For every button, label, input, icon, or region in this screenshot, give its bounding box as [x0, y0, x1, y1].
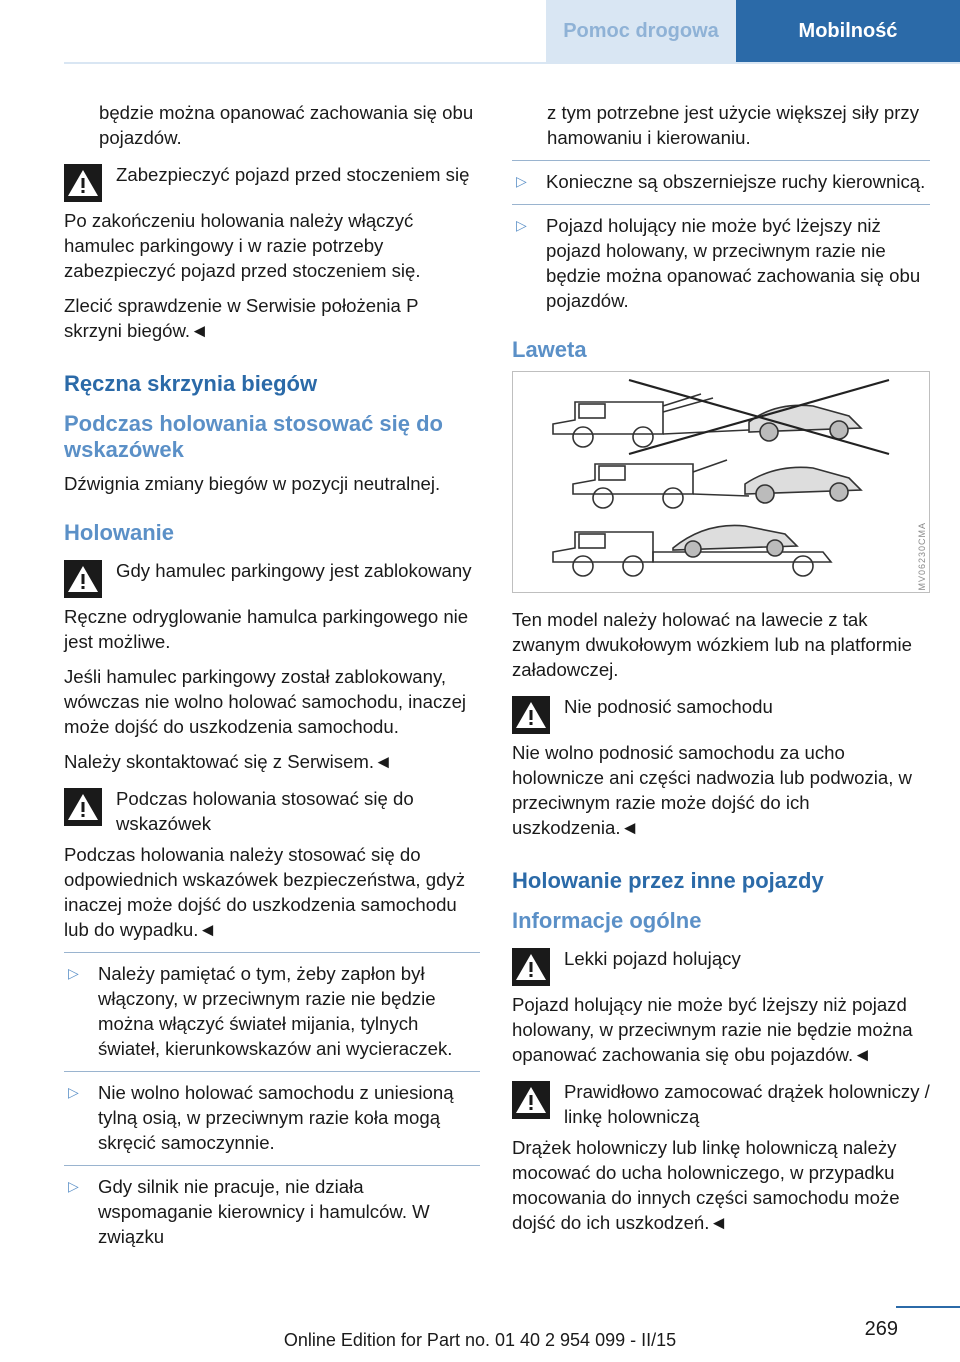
warning-block — [64, 162, 480, 202]
bullet-list — [64, 952, 480, 1249]
warning-title: Lekki pojazd holujący — [564, 948, 741, 969]
right-column — [512, 100, 930, 1245]
triangle-bullet-icon: ▷ — [68, 1084, 79, 1100]
subsection-heading: Informacje ogólne — [512, 908, 702, 933]
paragraph: z tym potrzebne jest użycie większej siły przy hamowaniu i kierowaniu. — [547, 102, 919, 148]
section-heading: Holowanie przez inne pojazdy — [512, 868, 824, 893]
paragraph: będzie można opanować zachowania się obu pojazdów. — [99, 102, 474, 148]
paragraph: Zlecić sprawdzenie w Serwisie położenia P skrzyni biegów.◄ — [64, 295, 419, 341]
section-heading: Ręczna skrzynia biegów — [64, 371, 318, 396]
triangle-bullet-icon: ▷ — [68, 1178, 79, 1194]
paragraph: Podczas holowania należy stosować się do odpowiednich wskazówek bezpieczeństwa, gdyż inaczej może dojść do uszkodzenia samochodu lub do wypadku.◄ — [64, 844, 466, 940]
left-column — [64, 100, 480, 1259]
paragraph: Po zakończeniu holowania należy włączyć hamulec parkingowy i w razie potrzeby zabezpieczyć pojazd przed stoczeniem się. — [64, 210, 421, 281]
figure-code: MV06230CMA — [917, 522, 927, 591]
warning-block — [512, 946, 930, 986]
warning-icon — [64, 164, 102, 202]
warning-block — [64, 786, 480, 836]
paragraph: Ten model należy holować na lawecie z tak zwanym dwukołowym wózkiem lub na platformie załadowczej. — [512, 609, 912, 680]
warning-block — [512, 694, 930, 734]
warning-title: Gdy hamulec parkingowy jest zablokowany — [116, 560, 472, 581]
subsection-heading: Podczas holowania stosować się do wskazówek — [64, 411, 443, 462]
paragraph: Nie wolno podnosić samochodu za ucho holownicze ani części nadwozia lub podwozia, w przeciwnym razie może dojść do ich uszkodzenia.◄ — [512, 742, 912, 838]
list-item: ▷ Należy pamiętać o tym, żeby zapłon był włączony, w przeciwnym razie nie będzie można włączyć świateł mijania, tylnych świateł, kierunkowskazów ani wycieraczek. — [64, 952, 480, 1061]
list-item: ▷ Gdy silnik nie pracuje, nie działa wspomaganie kierownicy i hamulców. W związku — [64, 1165, 480, 1249]
warning-title: Zabezpieczyć pojazd przed stoczeniem się — [116, 164, 470, 185]
footer-divider — [896, 1306, 960, 1308]
paragraph: Należy skontaktować się z Serwisem.◄ — [64, 751, 393, 772]
warning-icon — [512, 1081, 550, 1119]
subsection-heading: Holowanie — [64, 520, 175, 545]
triangle-bullet-icon: ▷ — [516, 217, 527, 233]
paragraph: Dźwignia zmiany biegów w pozycji neutralnej. — [64, 473, 441, 494]
page-number: 269 — [864, 1318, 898, 1340]
section-tab[interactable]: Pomoc drogowa — [546, 0, 736, 62]
paragraph: Pojazd holujący nie może być lżejszy niż pojazd holowany, w przeciwnym razie nie będzie można opanować zachowania się obu pojazdów.◄ — [512, 994, 913, 1065]
warning-title: Nie podnosić samochodu — [564, 696, 773, 717]
list-item: ▷ Nie wolno holować samochodu z uniesioną tylną osią, w przeciwnym razie koła mogą skręcić samoczynnie. — [64, 1071, 480, 1155]
page-header — [546, 0, 960, 62]
triangle-bullet-icon: ▷ — [516, 173, 527, 189]
paragraph: Drążek holowniczy lub linkę holowniczą należy mocować do ucha holowniczego, w przypadku mocowania do innych części samochodu może dojść do ich uszkodzeń.◄ — [512, 1137, 900, 1233]
paragraph: Ręczne odryglowanie hamulca parkingowego nie jest możliwe. — [64, 606, 469, 652]
triangle-bullet-icon: ▷ — [68, 965, 79, 981]
warning-title: Prawidłowo zamocować drążek holowniczy / linkę holowniczą — [564, 1081, 930, 1127]
list-item: ▷ Konieczne są obszerniejsze ruchy kierownicą. — [512, 160, 930, 194]
header-divider — [64, 62, 960, 64]
paragraph: Jeśli hamulec parkingowy został zablokowany, wówczas nie wolno holować samochodu, inaczej może dojść do uszkodzenia samochodu. — [64, 666, 467, 737]
warning-icon — [64, 788, 102, 826]
warning-title: Podczas holowania stosować się do wskazówek — [116, 788, 414, 834]
warning-block — [512, 1079, 930, 1129]
edition-footer: Online Edition for Part no. 01 40 2 954 099 - II/15 — [283, 1330, 677, 1350]
tow-truck-illustration-svg — [513, 372, 929, 592]
towing-illustration — [512, 371, 930, 593]
list-item: ▷ Pojazd holujący nie może być lżejszy niż pojazd holowany, w przeciwnym razie nie będzie można opanować zachowania się obu pojazdów. — [512, 204, 930, 313]
chapter-tab[interactable]: Mobilność — [736, 0, 960, 62]
warning-icon — [64, 560, 102, 598]
warning-block — [64, 558, 480, 598]
bullet-list — [512, 160, 930, 313]
subsection-heading: Laweta — [512, 337, 587, 362]
warning-icon — [512, 948, 550, 986]
warning-icon — [512, 696, 550, 734]
